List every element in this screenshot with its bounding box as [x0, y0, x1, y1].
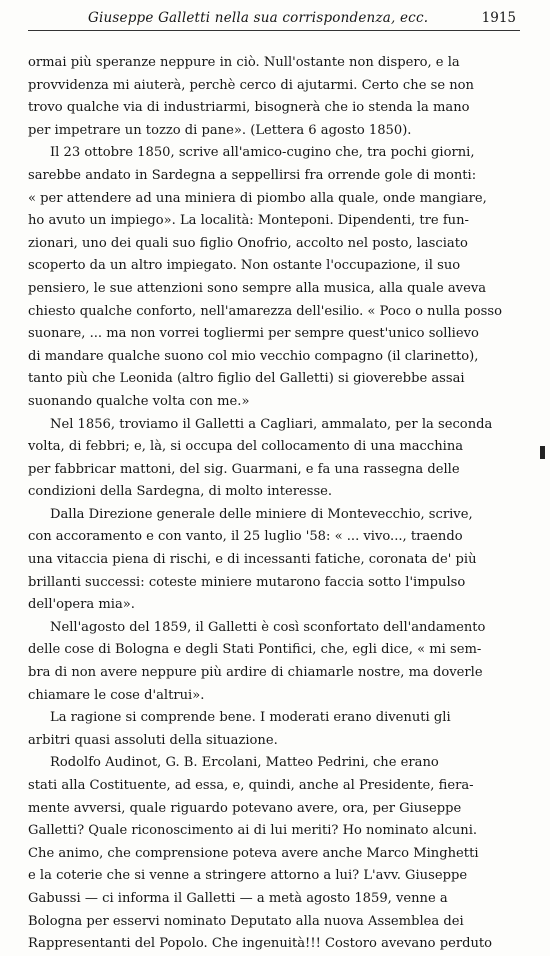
text-line: Galletti? Quale riconoscimento ai di lui meriti? Ho nominato alcuni. [28, 823, 478, 839]
text-line: bra di non avere neppure più ardire di chiamarle nostre, ma doverle [28, 665, 483, 681]
text-line: Bologna per esservi nominato Deputato alla nuova Assemblea dei [28, 913, 464, 929]
text-line: per fabbricar mattoni, del sig. Guarmani, e fa una rassegna delle [28, 461, 460, 477]
text-line: suonare, ... ma non vorrei togliermi per sempre quest'unico sollievo [28, 326, 479, 342]
text-line: Nell'agosto del 1859, il Galletti è così sconfortato dell'andamento [50, 619, 486, 635]
running-title: Giuseppe Galletti nella sua corrispondenza, ecc. [88, 10, 429, 26]
text-line: con accoramento e con vanto, il 25 luglio '58: « ... vivo..., traendo [28, 529, 463, 545]
text-line: Rodolfo Audinot, G. B. Ercolani, Matteo Pedrini, che erano [50, 755, 439, 771]
text-line: trovo qualche via di industriarmi, bisognerà che io stenda la mano [28, 100, 470, 116]
text-line: Che animo, che comprensione poteva avere anche Marco Minghetti [28, 845, 479, 861]
text-line: chiesto qualche conforto, nell'amarezza dell'esilio. « Poco o nulla posso [28, 303, 502, 319]
text-line: scoperto da un altro impiegato. Non ostante l'occupazione, il suo [28, 258, 461, 274]
page-number: 1915 [481, 10, 516, 26]
margin-mark [540, 446, 545, 459]
text-line: stati alla Costituente, ad essa, e, quindi, anche al Presidente, fiera- [28, 778, 474, 793]
text-line: chiamare le cose d'altrui». [28, 687, 205, 703]
page-header [28, 8, 520, 31]
text-line: Il 23 ottobre 1850, scrive all'amico-cugino che, tra pochi giorni, [50, 145, 475, 161]
text-line: ormai più speranze neppure in ciò. Null'ostante non dispero, e la [28, 55, 460, 70]
text-line: ho avuto un impiego». La località: Monteponi. Dipendenti, tre fun- [28, 213, 469, 229]
text-line: di mandare qualche suono col mio vecchio compagno (il clarinetto), [28, 348, 479, 364]
text-line: tanto più che Leonida (altro figlio del Galletti) si gioverebbe assai [28, 371, 465, 387]
text-line: una vitaccia piena di rischi, e di incessanti fatiche, coronata de' più [28, 552, 477, 568]
text-line: pensiero, le sue attenzioni sono sempre alla musica, alla quale aveva [28, 280, 487, 296]
text-line: dell'opera mia». [28, 597, 135, 613]
body-text [28, 52, 503, 956]
text-line: brillanti successi: coteste miniere mutarono faccia sotto l'impulso [28, 574, 466, 590]
text-line: delle cose di Bologna e degli Stati Pontifici, che, egli dice, « mi sem- [28, 642, 482, 658]
text-line: e la coterie che si venne a stringere attorno a lui? L'avv. Giuseppe [28, 868, 468, 884]
text-line: Nel 1856, troviamo il Galletti a Cagliari, ammalato, per la seconda [50, 416, 493, 432]
text-line: Dalla Direzione generale delle miniere di Montevecchio, scrive, [50, 506, 473, 522]
text-line: condizioni della Sardegna, di molto interesse. [28, 484, 333, 500]
text-line: suonando qualche volta con me.» [28, 393, 250, 409]
text-line: zionari, uno dei quali suo figlio Onofrio, accolto nel posto, lasciato [28, 235, 468, 251]
text-line: « per attendere ad una miniera di piombo alla quale, onde mangiare, [28, 190, 487, 206]
text-line: mente avversi, quale riguardo potevano avere, ora, per Giuseppe [28, 800, 462, 816]
text-line: Rappresentanti del Popolo. Che ingenuità!!! Costoro avevano perduto [28, 936, 493, 952]
text-line: Gabussi — ci informa il Galletti — a metà agosto 1859, venne a [28, 890, 448, 906]
text-line: volta, di febbri; e, là, si occupa del collocamento di una macchina [28, 439, 464, 455]
text-line: sarebbe andato in Sardegna a seppellirsi fra orrende gole di monti: [28, 167, 477, 183]
text-line: per impetrare un tozzo di pane». (Lettera 6 agosto 1850). [28, 122, 412, 138]
text-line: arbitri quasi assoluti della situazione. [28, 732, 278, 748]
text-line: provvidenza mi aiuterà, perchè cerco di ajutarmi. Certo che se non [28, 77, 474, 93]
text-line: La ragione si comprende bene. I moderati erano divenuti gli [50, 710, 451, 726]
